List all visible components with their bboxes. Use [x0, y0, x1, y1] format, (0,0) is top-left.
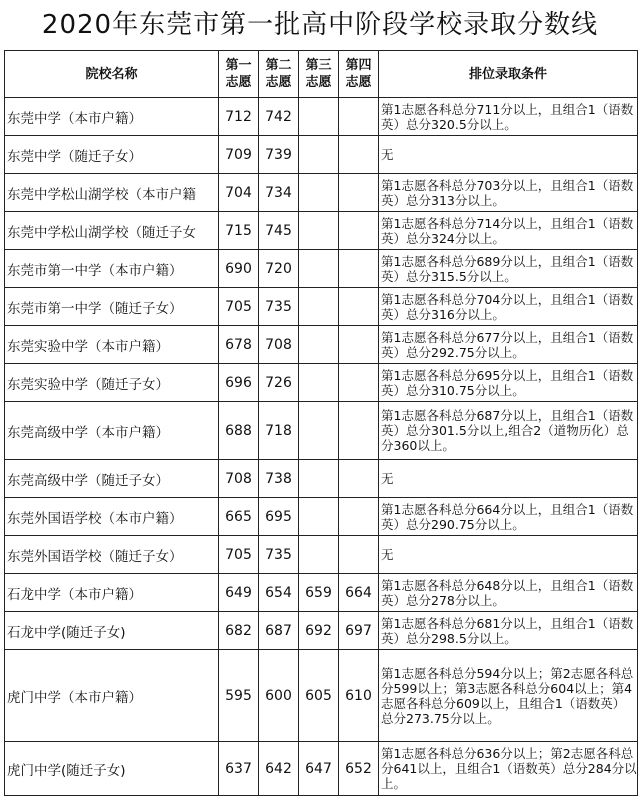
- ranking-condition: 第1志愿各科总分689分以上，且组合1（语数英）总分315.5分以上。: [379, 250, 638, 288]
- third-choice-score: [299, 460, 339, 498]
- fourth-choice-score: 610: [339, 650, 379, 742]
- table-row: [5, 574, 638, 612]
- second-choice-score: 720: [259, 250, 299, 288]
- table-row: [5, 250, 638, 288]
- first-choice-score: 709: [219, 136, 259, 174]
- table-header-row: [5, 51, 638, 98]
- second-choice-score: 642: [259, 742, 299, 796]
- second-choice-score: 738: [259, 460, 299, 498]
- school-name: 东莞中学松山湖学校（随迁子女: [5, 212, 219, 250]
- ranking-condition: 第1志愿各科总分677分以上，且组合1（语数英）总分292.75分以上。: [379, 326, 638, 364]
- header-third-choice: 第三 志愿: [299, 51, 339, 98]
- fourth-choice-score: 697: [339, 612, 379, 650]
- table-row: [5, 460, 638, 498]
- first-choice-score: 705: [219, 536, 259, 574]
- second-choice-score: 708: [259, 326, 299, 364]
- first-choice-score: 712: [219, 98, 259, 136]
- first-choice-score: 688: [219, 402, 259, 460]
- ranking-condition: 无: [379, 536, 638, 574]
- table-row: [5, 174, 638, 212]
- table-row: [5, 364, 638, 402]
- second-choice-score: 654: [259, 574, 299, 612]
- school-name: 东莞实验中学（随迁子女）: [5, 364, 219, 402]
- first-choice-score: 715: [219, 212, 259, 250]
- ranking-condition: 第1志愿各科总分714分以上，且组合1（语数英）总分324分以上。: [379, 212, 638, 250]
- second-choice-score: 739: [259, 136, 299, 174]
- school-name: 石龙中学(随迁子女): [5, 612, 219, 650]
- first-choice-score: 665: [219, 498, 259, 536]
- header-second-choice: 第二 志愿: [259, 51, 299, 98]
- table-row: [5, 650, 638, 742]
- fourth-choice-score: 652: [339, 742, 379, 796]
- ranking-condition: 无: [379, 460, 638, 498]
- second-choice-score: 742: [259, 98, 299, 136]
- fourth-choice-score: [339, 136, 379, 174]
- table-row: [5, 742, 638, 796]
- school-name: 东莞高级中学（随迁子女）: [5, 460, 219, 498]
- school-name: 东莞中学（本市户籍）: [5, 98, 219, 136]
- fourth-choice-score: 664: [339, 574, 379, 612]
- second-choice-score: 735: [259, 288, 299, 326]
- third-choice-score: [299, 212, 339, 250]
- third-choice-score: 692: [299, 612, 339, 650]
- school-name: 东莞外国语学校（本市户籍）: [5, 498, 219, 536]
- fourth-choice-score: [339, 288, 379, 326]
- third-choice-score: [299, 326, 339, 364]
- third-choice-score: 647: [299, 742, 339, 796]
- third-choice-score: 605: [299, 650, 339, 742]
- ranking-condition: 第1志愿各科总分636分以上；第2志愿各科总分641以上，且组合1（语数英）总分284分以上。: [379, 742, 638, 796]
- school-name: 东莞外国语学校（随迁子女）: [5, 536, 219, 574]
- first-choice-score: 649: [219, 574, 259, 612]
- page-title: 2020年东莞市第一批高中阶段学校录取分数线: [41, 10, 599, 40]
- admission-score-table: [4, 50, 638, 796]
- first-choice-score: 637: [219, 742, 259, 796]
- table-row: [5, 612, 638, 650]
- fourth-choice-score: [339, 402, 379, 460]
- school-name: 东莞中学松山湖学校（本市户籍: [5, 174, 219, 212]
- table-row: [5, 498, 638, 536]
- second-choice-score: 695: [259, 498, 299, 536]
- school-name: 东莞实验中学（本市户籍）: [5, 326, 219, 364]
- first-choice-score: 704: [219, 174, 259, 212]
- first-choice-score: 682: [219, 612, 259, 650]
- ranking-condition: 第1志愿各科总分648分以上，且组合1（语数英）总分278分以上。: [379, 574, 638, 612]
- second-choice-score: 745: [259, 212, 299, 250]
- third-choice-score: [299, 98, 339, 136]
- school-name: 东莞高级中学（本市户籍）: [5, 402, 219, 460]
- second-choice-score: 687: [259, 612, 299, 650]
- header-first-choice: 第一 志愿: [219, 51, 259, 98]
- first-choice-score: 595: [219, 650, 259, 742]
- first-choice-score: 705: [219, 288, 259, 326]
- fourth-choice-score: [339, 364, 379, 402]
- fourth-choice-score: [339, 174, 379, 212]
- fourth-choice-score: [339, 326, 379, 364]
- fourth-choice-score: [339, 536, 379, 574]
- ranking-condition: 第1志愿各科总分711分以上，且组合1（语数英）总分320.5分以上。: [379, 98, 638, 136]
- third-choice-score: [299, 364, 339, 402]
- ranking-condition: 第1志愿各科总分703分以上，且组合1（语数英）总分313分以上。: [379, 174, 638, 212]
- ranking-condition: 第1志愿各科总分695分以上，且组合1（语数英）总分310.75分以上。: [379, 364, 638, 402]
- second-choice-score: 735: [259, 536, 299, 574]
- header-condition: 排位录取条件: [379, 51, 638, 98]
- table-row: [5, 326, 638, 364]
- school-name: 虎门中学(随迁子女): [5, 742, 219, 796]
- second-choice-score: 600: [259, 650, 299, 742]
- fourth-choice-score: [339, 250, 379, 288]
- table-row: [5, 212, 638, 250]
- first-choice-score: 708: [219, 460, 259, 498]
- school-name: 石龙中学（本市户籍）: [5, 574, 219, 612]
- fourth-choice-score: [339, 460, 379, 498]
- first-choice-score: 696: [219, 364, 259, 402]
- table-row: [5, 98, 638, 136]
- third-choice-score: [299, 288, 339, 326]
- second-choice-score: 734: [259, 174, 299, 212]
- third-choice-score: [299, 498, 339, 536]
- header-school: 院校名称: [5, 51, 219, 98]
- fourth-choice-score: [339, 498, 379, 536]
- ranking-condition: 第1志愿各科总分594分以上；第2志愿各科总分599以上；第3志愿各科总分604以上；第4志愿各科总分609以上，且组合1（语数英）总分273.75分以上。: [379, 650, 638, 742]
- school-name: 东莞中学（随迁子女）: [5, 136, 219, 174]
- third-choice-score: 659: [299, 574, 339, 612]
- table-row: [5, 536, 638, 574]
- first-choice-score: 690: [219, 250, 259, 288]
- third-choice-score: [299, 136, 339, 174]
- ranking-condition: 无: [379, 136, 638, 174]
- ranking-condition: 第1志愿各科总分704分以上，且组合1（语数英）总分316分以上。: [379, 288, 638, 326]
- first-choice-score: 678: [219, 326, 259, 364]
- third-choice-score: [299, 250, 339, 288]
- ranking-condition: 第1志愿各科总分664分以上，且组合1（语数英）总分290.75分以上。: [379, 498, 638, 536]
- school-name: 东莞市第一中学（随迁子女）: [5, 288, 219, 326]
- ranking-condition: 第1志愿各科总分681分以上，且组合1（语数英）总分298.5分以上。: [379, 612, 638, 650]
- header-fourth-choice: 第四 志愿: [339, 51, 379, 98]
- fourth-choice-score: [339, 212, 379, 250]
- second-choice-score: 726: [259, 364, 299, 402]
- school-name: 虎门中学（本市户籍）: [5, 650, 219, 742]
- table-row: [5, 136, 638, 174]
- third-choice-score: [299, 536, 339, 574]
- ranking-condition: 第1志愿各科总分687分以上，且组合1（语数英）总分301.5分以上,组合2（道物历化）总分360以上。: [379, 402, 638, 460]
- second-choice-score: 718: [259, 402, 299, 460]
- school-name: 东莞市第一中学（本市户籍）: [5, 250, 219, 288]
- third-choice-score: [299, 402, 339, 460]
- table-row: [5, 402, 638, 460]
- fourth-choice-score: [339, 98, 379, 136]
- table-row: [5, 288, 638, 326]
- third-choice-score: [299, 174, 339, 212]
